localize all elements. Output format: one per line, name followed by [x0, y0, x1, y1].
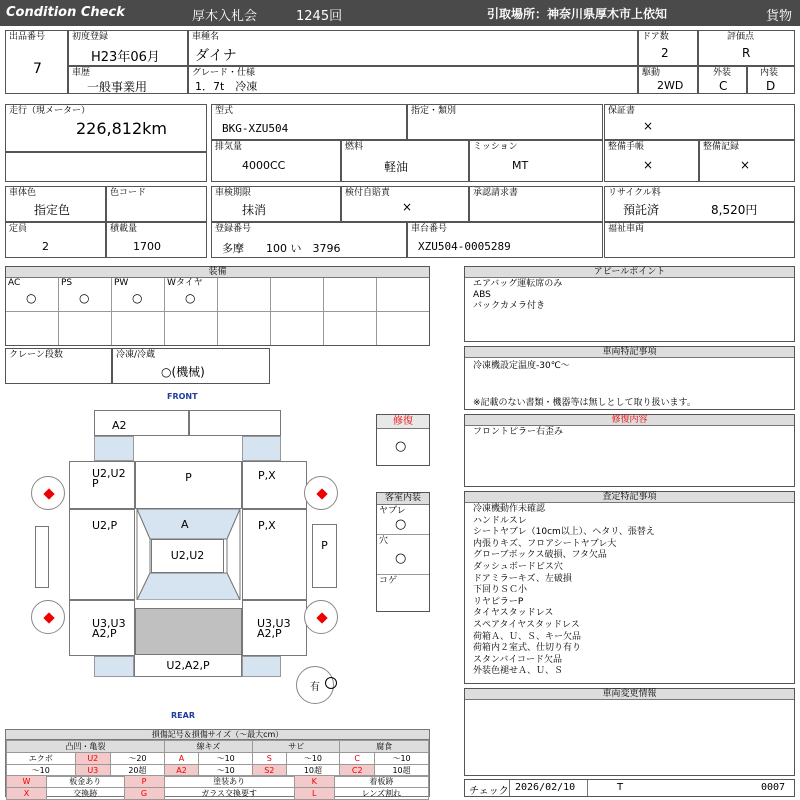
- equipment-panel: [5, 266, 430, 346]
- insurance: ×: [402, 200, 413, 214]
- mileage-box: 走行（現メーター） 226,812km: [5, 104, 207, 152]
- equip-wtire-label: Wタイヤ: [167, 278, 203, 288]
- legend-code: L: [294, 788, 334, 800]
- lot-box: 出品番号 7: [5, 30, 68, 94]
- inspection-box: 車検期限 抹消: [211, 186, 341, 222]
- inspection-expiry: 抹消: [242, 203, 267, 217]
- crane-box: クレーン段数: [5, 348, 112, 384]
- panel-front-bumper[interactable]: A2: [94, 410, 189, 436]
- inspection-note: グローブボックス破損、フタ欠品: [473, 550, 607, 561]
- legend-code: A2: [164, 765, 198, 777]
- legend-code: U3: [75, 765, 110, 777]
- interior-box: 内装 D: [747, 66, 795, 94]
- inspection-note: 冷凍機動作未確認: [473, 504, 546, 514]
- drive-box: 駆動 2WD: [638, 66, 698, 94]
- interior-grade: D: [766, 79, 776, 93]
- panel-front-left-fender[interactable]: U2,U2 P: [69, 461, 135, 509]
- legend-cell: エクボ: [7, 753, 76, 765]
- displacement: 4000CC: [242, 159, 286, 172]
- chassis-box: 車台番号 XZU504-0005289: [407, 222, 603, 258]
- freezer-type: ○(機械): [161, 365, 205, 379]
- appeal-line: エアバッグ運転席のみ: [473, 279, 563, 289]
- repair-box: [376, 414, 430, 466]
- inspection-note: 荷箱Ａ、Ｕ、Ｓ、キー欠品: [473, 631, 582, 642]
- tire-front-left[interactable]: [31, 476, 65, 510]
- vehicle-type: 貨物: [766, 9, 793, 24]
- body-color-box: 車体色 指定色: [5, 186, 106, 222]
- warranty-box: 保証書 ×: [604, 104, 795, 140]
- equip-ps-label: PS: [61, 278, 73, 288]
- front-label: FRONT: [167, 392, 198, 401]
- mileage: 226,812km: [76, 119, 168, 138]
- history: 一般事業用: [87, 80, 148, 94]
- inspection-note: ドアミラーキズ、左破損: [473, 573, 572, 584]
- check-number: 0007: [761, 782, 786, 793]
- grade: 1．7t 冷凍: [195, 80, 258, 93]
- plate-box: 登録番号 多摩 100 い 3796: [211, 222, 407, 258]
- repair-detail-text: フロントピラー右歪み: [473, 427, 564, 437]
- inspection-note: スタンバイコード欠品: [473, 654, 563, 665]
- legend-cell: 交換跡: [47, 788, 125, 800]
- side-step-left[interactable]: [35, 526, 49, 588]
- panel-left-door[interactable]: U2,P: [69, 509, 135, 600]
- interior-tear-mark: ○: [395, 517, 407, 532]
- model-code: BKG-XZU504: [222, 122, 289, 135]
- legend-cell: レンズ割れ: [334, 788, 428, 800]
- warranty: ×: [643, 119, 654, 133]
- maintenance-manual: ×: [643, 158, 654, 172]
- legend-group: 腐食: [340, 741, 429, 753]
- load-capacity: 1700: [133, 240, 161, 253]
- score-box: 評価点 R: [698, 30, 795, 66]
- rear-label: REAR: [171, 711, 195, 720]
- capacity-box: 定員 2: [5, 222, 106, 258]
- panel-rear-bumper[interactable]: U2,A2,P: [134, 654, 242, 677]
- repair-title: 修復: [377, 415, 429, 429]
- repair-mark: ○: [395, 439, 407, 454]
- interior-hole-label: 穴: [379, 536, 389, 546]
- legend-cell: ～10: [286, 753, 340, 765]
- check-label: チェック: [469, 786, 509, 797]
- panel-front-right-fender[interactable]: P,X: [242, 461, 307, 509]
- tire-rear-right[interactable]: [304, 600, 338, 634]
- change-info-title: 車両変更情報: [465, 689, 794, 700]
- welfare-box: 福祉車両: [604, 222, 795, 258]
- drive: 2WD: [657, 79, 684, 92]
- change-info-panel: [464, 688, 795, 776]
- registration-box: 初度登録 H23年06月: [68, 30, 188, 66]
- legend-title: 損傷記号＆損傷サイズ（～最大cm）: [6, 730, 429, 740]
- spare-label: 有: [310, 682, 320, 693]
- insurance-box: 検付自賠責 ×: [341, 186, 469, 222]
- legend-code: S2: [253, 765, 286, 777]
- spare-wheel-icon: [325, 677, 337, 689]
- legend-cell: ガラス交換要す: [164, 788, 294, 800]
- legend-cell: 板金あり: [47, 776, 125, 788]
- side-step-right[interactable]: P: [312, 524, 337, 588]
- equipment-grid: [6, 278, 429, 345]
- freezer-box: 冷凍/冷蔵 ○(機械): [112, 348, 270, 384]
- header-bar: [0, 0, 800, 26]
- car-name-box: 車種名 ダイナ: [188, 30, 638, 66]
- legend-cell: 10超: [286, 765, 340, 777]
- grade-box: グレード・仕様 1．7t 冷凍: [188, 66, 638, 94]
- repair-detail-panel: [464, 414, 795, 487]
- legend-cell: 塗装あり: [164, 776, 294, 788]
- registration-date: H23年06月: [91, 50, 160, 65]
- check-bar: [464, 779, 795, 797]
- chassis-number: XZU504-0005289: [418, 240, 511, 253]
- vehicle-disclaimer: ※記載のない書類・機器等は無しとして取り扱います。: [473, 398, 696, 408]
- session-number: 1245回: [296, 9, 343, 24]
- inspection-notes-title: 査定特記事項: [465, 492, 794, 503]
- check-code: T: [617, 782, 624, 793]
- app-title: Condition Check: [6, 5, 125, 20]
- equip-ac-mark: ○: [26, 291, 37, 305]
- inspection-note: 下回りＳＣ小: [473, 585, 528, 596]
- equip-ac-label: AC: [8, 278, 21, 288]
- appeal-title: アピールポイント: [465, 267, 794, 278]
- equip-wtire-mark: ○: [185, 291, 196, 305]
- legend-code: G: [124, 788, 164, 800]
- interior-burn-label: コゲ: [379, 576, 398, 586]
- transmission: MT: [512, 159, 529, 172]
- inspection-note: ハンドルスレ: [473, 515, 527, 526]
- legend-cell: ～10: [199, 753, 253, 765]
- equipment-title: 装備: [6, 267, 429, 278]
- inspection-note: 内張りキズ、フロアシートヤブレ大: [473, 538, 617, 549]
- recycle-box: リサイクル料 預託済 8,520円: [604, 186, 795, 222]
- panel-rear-left[interactable]: U3,U3 A2,P: [69, 600, 135, 656]
- transmission-box: ミッション MT: [469, 140, 603, 182]
- legend-group: 凸凹・亀裂: [7, 741, 165, 753]
- color-code-box: 色コード: [106, 186, 207, 222]
- pickup-location: 引取場所：神奈川県厚木市上依知: [487, 7, 668, 21]
- load-box: 積載量 1700: [106, 222, 207, 258]
- legend-code: S: [253, 753, 286, 765]
- panel-hood[interactable]: P: [135, 461, 242, 509]
- door-count: 2: [661, 46, 669, 60]
- glass-rear-right: [242, 656, 281, 677]
- recycle-status: 預託済: [623, 203, 660, 217]
- auction-name: 厚木入札会: [192, 9, 258, 24]
- panel-windshield-mark: A: [181, 518, 189, 531]
- interior-panel: [376, 492, 430, 612]
- panel-right-door[interactable]: P,X: [242, 509, 307, 600]
- legend-cell: 10超: [375, 765, 429, 777]
- cargo-floor: [135, 608, 242, 656]
- exterior-box: 外装 C: [698, 66, 747, 94]
- glass-front-right: [242, 436, 281, 461]
- appeal-line: ABS: [473, 290, 491, 300]
- claim-box: 承認請求書: [469, 186, 603, 222]
- tire-spare[interactable]: [296, 666, 334, 704]
- fuel: 軽油: [384, 160, 409, 174]
- inspection-note: ダッシュボードビス穴: [473, 561, 563, 572]
- model-box: 型式 BKG-XZU504: [211, 104, 407, 140]
- tire-front-right[interactable]: [304, 476, 338, 510]
- recycle-amount: 8,520円: [711, 203, 758, 217]
- door-box: ドア数 2: [638, 30, 698, 66]
- legend-group: サビ: [253, 741, 340, 753]
- fuel-box: 燃料 軽油: [341, 140, 469, 182]
- legend-code: P: [124, 776, 164, 788]
- legend-group: 線キズ: [164, 741, 252, 753]
- displacement-box: 排気量 4000CC: [211, 140, 341, 182]
- legend-code: U2: [75, 753, 110, 765]
- legend-code: K: [294, 776, 334, 788]
- tire-rear-left[interactable]: [31, 600, 65, 634]
- spec-box: 指定・類別: [407, 104, 603, 140]
- appeal-panel: [464, 266, 795, 342]
- legend-cell: ～10: [375, 753, 429, 765]
- manual-box: 整備手帳 ×: [604, 140, 699, 182]
- inspection-note: 荷箱内２室式、仕切り有り: [473, 643, 582, 654]
- mileage-extra: [5, 152, 207, 182]
- inspection-notes-panel: [464, 491, 795, 684]
- interior-hole-mark: ○: [395, 551, 407, 566]
- vehicle-notes-title: 車両特記事項: [465, 347, 794, 358]
- inspection-note: シートヤブレ（10cm以上）、ヘタリ、張替え: [473, 527, 655, 538]
- repair-detail-title: 修復内容: [465, 415, 794, 426]
- history-box: 車歴 一般事業用: [68, 66, 188, 94]
- body-color: 指定色: [34, 203, 71, 217]
- legend-code: C2: [340, 765, 375, 777]
- legend-cell: ～20: [111, 753, 165, 765]
- equip-pw-mark: ○: [132, 291, 143, 305]
- legend-code: C: [340, 753, 375, 765]
- legend-cell: ～10: [199, 765, 253, 777]
- vehicle-notes-panel: [464, 346, 795, 410]
- car-name: ダイナ: [195, 48, 237, 64]
- equip-ps-mark: ○: [79, 291, 90, 305]
- panel-rear-right[interactable]: U3,U3 A2,P: [242, 600, 307, 656]
- legend-table-2: [6, 775, 429, 800]
- damage-legend: [5, 729, 430, 797]
- inspection-note: 外装色褪せＡ、Ｕ、Ｓ: [473, 666, 564, 677]
- score: R: [742, 46, 751, 60]
- lot-number: 7: [33, 61, 42, 77]
- legend-table: [6, 740, 429, 777]
- vehicle-note-line: 冷凍機設定温度-30℃～: [473, 361, 570, 371]
- record-box: 整備記録 ×: [699, 140, 795, 182]
- inspection-note: リヤピラーP: [473, 596, 524, 607]
- interior-title: 客室内装: [377, 493, 429, 505]
- inspection-note: スペアタイヤスタッドレス: [473, 619, 580, 630]
- glass-rear-left: [94, 656, 134, 677]
- legend-code: W: [7, 776, 47, 788]
- check-date: 2026/02/10: [515, 782, 576, 793]
- panel-front-right[interactable]: [189, 410, 281, 436]
- legend-cell: 20超: [111, 765, 165, 777]
- plate-number: 多摩 100 い 3796: [222, 242, 341, 255]
- capacity: 2: [42, 240, 49, 253]
- appeal-line: バックカメラ付き: [473, 301, 546, 311]
- maintenance-record: ×: [740, 158, 751, 172]
- legend-code: A: [164, 753, 198, 765]
- interior-tear-label: ヤブレ: [379, 506, 406, 516]
- legend-code: X: [7, 788, 47, 800]
- inspection-note: タイヤスタッドレス: [473, 608, 554, 619]
- legend-cell: ～10: [7, 765, 76, 777]
- panel-roof[interactable]: U2,U2: [151, 539, 224, 573]
- exterior-grade: C: [719, 79, 728, 93]
- legend-cell: 着板跡: [334, 776, 428, 788]
- equip-pw-label: PW: [114, 278, 129, 288]
- glass-front-left: [94, 436, 134, 461]
